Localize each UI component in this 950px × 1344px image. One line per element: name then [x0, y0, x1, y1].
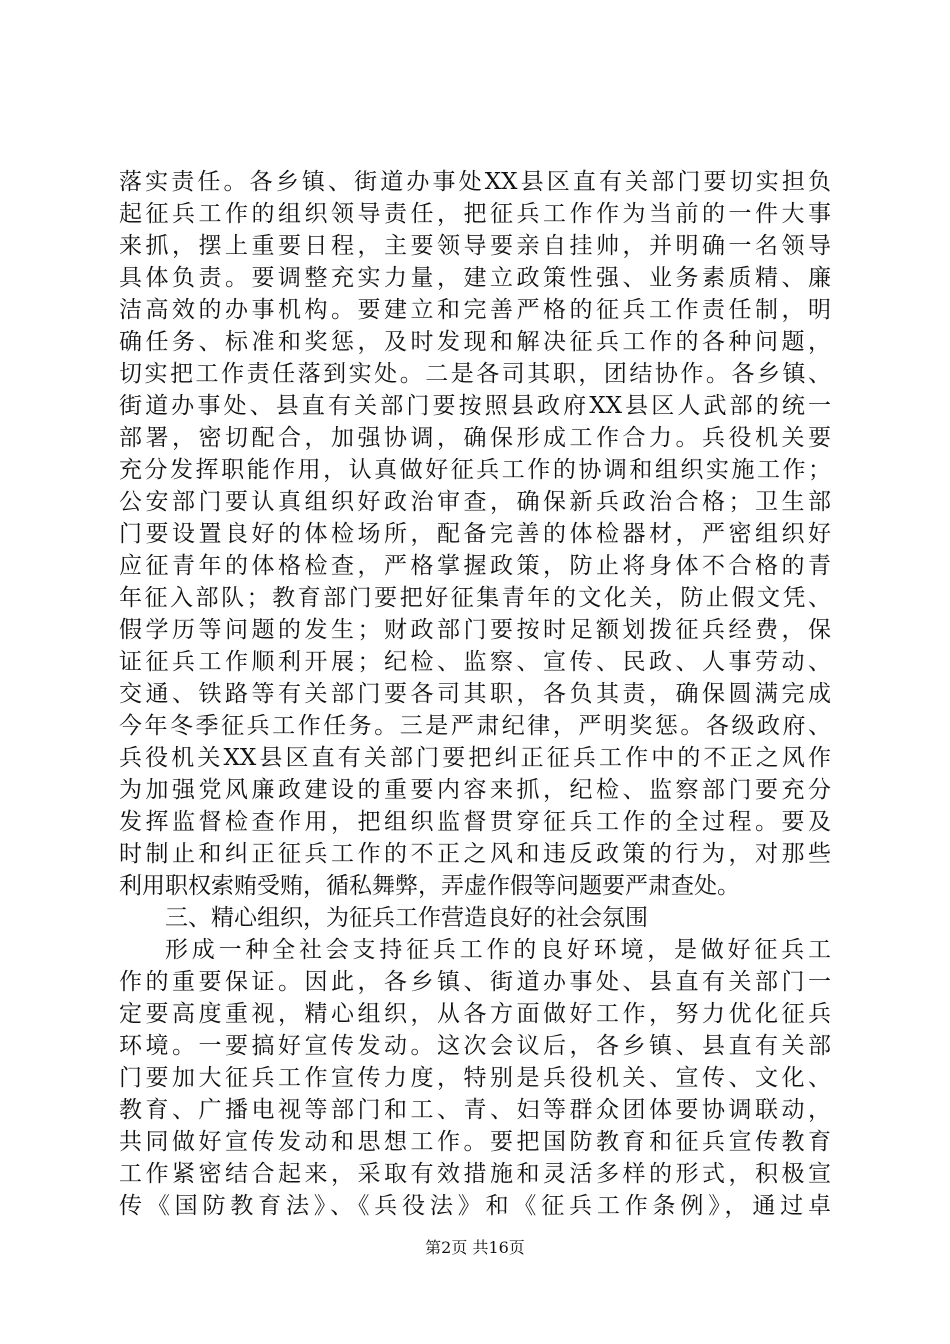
text-line: 共同做好宣传发动和思想工作。要把国防教育和征兵宣传教育: [119, 1129, 831, 1155]
text-line: 门要加大征兵工作宣传力度，特别是兵役机关、宣传、文化、: [119, 1065, 831, 1091]
text-line: 利用职权索贿受贿，循私舞弊，弄虚作假等问题要严肃查处。: [119, 873, 740, 899]
text-line: 发挥监督检查作用，把组织监督贯穿征兵工作的全过程。要及: [119, 809, 831, 835]
text-line: 切实把工作责任落到实处。二是各司其职，团结协作。各乡镇、: [119, 361, 831, 387]
text-line: 为加强党风廉政建设的重要内容来抓，纪检、监察部门要充分: [119, 777, 831, 803]
text-line: 形成一种全社会支持征兵工作的良好环境，是做好征兵工: [165, 937, 831, 963]
text-line: 确任务、标准和奖惩，及时发现和解决征兵工作的各种问题，: [119, 329, 831, 355]
text-line: 时制止和纠正征兵工作的不正之风和违反政策的行为，对那些: [119, 841, 831, 867]
document-body: [119, 166, 831, 1222]
page-number-label: 第2页 共16页: [425, 1238, 525, 1257]
text-line: 定要高度重视，精心组织，从各方面做好工作，努力优化征兵: [119, 1001, 831, 1027]
text-line: 落实责任。各乡镇、街道办事处XX县区直有关部门要切实担负: [119, 169, 831, 195]
text-line: 年征入部队；教育部门要把好征集青年的文化关，防止假文凭、: [119, 585, 831, 611]
text-line: 证征兵工作顺利开展；纪检、监察、宣传、民政、人事劳动、: [119, 649, 831, 675]
text-line: 工作紧密结合起来，采取有效措施和灵活多样的形式，积极宣: [119, 1161, 831, 1187]
text-line: 环境。一要搞好宣传发动。这次会议后，各乡镇、县直有关部: [119, 1033, 831, 1059]
text-line: 应征青年的体格检查，严格掌握政策，防止将身体不合格的青: [119, 553, 831, 579]
page-footer: [0, 1238, 950, 1258]
section-heading: 三、精心组织，为征兵工作营造良好的社会氛围: [165, 905, 648, 931]
text-line: 公安部门要认真组织好政治审查，确保新兵政治合格；卫生部: [119, 489, 831, 515]
text-line: 洁高效的办事机构。要建立和完善严格的征兵工作责任制，明: [119, 297, 831, 323]
text-line: 假学历等问题的发生；财政部门要按时足额划拨征兵经费，保: [119, 617, 831, 643]
text-line: 具体负责。要调整充实力量，建立政策性强、业务素质精、廉: [119, 265, 831, 291]
text-line: 传《国防教育法》、《兵役法》和《征兵工作条例》，通过卓: [119, 1193, 831, 1219]
text-line: 教育、广播电视等部门和工、青、妇等群众团体要协调联动，: [119, 1097, 831, 1123]
text-line: 门要设置良好的体检场所，配备完善的体检器材，严密组织好: [119, 521, 831, 547]
text-line: 今年冬季征兵工作任务。三是严肃纪律，严明奖惩。各级政府、: [119, 713, 831, 739]
text-line: 作的重要保证。因此，各乡镇、街道办事处、县直有关部门一: [119, 969, 831, 995]
text-line: 来抓，摆上重要日程，主要领导要亲自挂帅，并明确一名领导: [119, 233, 831, 259]
text-line: 街道办事处、县直有关部门要按照县政府XX县区人武部的统一: [119, 393, 831, 419]
text-line: 部署，密切配合，加强协调，确保形成工作合力。兵役机关要: [119, 425, 831, 451]
text-line: 交通、铁路等有关部门要各司其职，各负其责，确保圆满完成: [119, 681, 831, 707]
text-line: 起征兵工作的组织领导责任，把征兵工作作为当前的一件大事: [119, 201, 831, 227]
text-line: 充分发挥职能作用，认真做好征兵工作的协调和组织实施工作；: [119, 457, 831, 483]
text-line: 兵役机关XX县区直有关部门要把纠正征兵工作中的不正之风作: [119, 745, 831, 771]
